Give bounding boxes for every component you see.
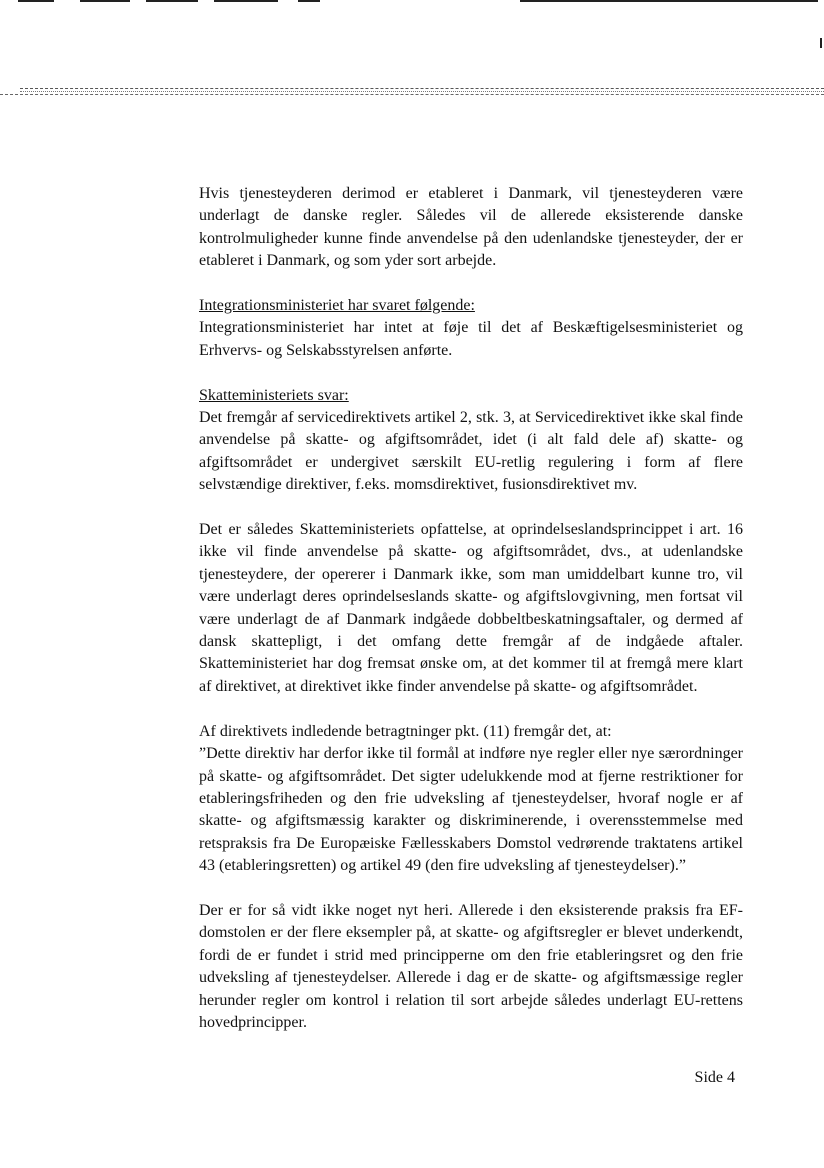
scan-top-edge: [0, 0, 824, 4]
paragraph-intro: Af direktivets indledende betragtninger pkt. (11) fremgår det, at:: [199, 722, 612, 740]
paragraph-ef-domstolen: [199, 900, 743, 1034]
section-heading-skatteministeriet: Skatteministeriets svar:: [199, 386, 349, 404]
scan-edge-mark: [820, 38, 822, 48]
paragraph-skatteministeriet: [199, 385, 743, 497]
quoted-passage: ”Dette direktiv har derfor ikke til formål at indføre nye regler eller nye særordninger på skatte- og afgiftsområdet. Det sigter udelukkende mod at fjerne restriktioner for etableringsfriheden og den frie udveksling af tjenesteydelser, hvoraf nogle er af skatte- og afgiftsmæssig karakter og diskriminerende, i overensstemmelse med retspraksis fra De Europæiske Fællesskabers Domstol vedrørende traktatens artikel 43 (etableringsretten) og artikel 49 (den fire udveksling af tjenesteydelser).”: [199, 745, 743, 875]
paragraph-text: Integrationsministeriet har intet at føje til det af Beskæftigelsesministeriet og Erhvervs- og Selskabsstyrelsen anførte.: [199, 319, 743, 359]
header-rule: [0, 88, 824, 96]
paragraph-tjenesteyder-danmark: [199, 183, 743, 273]
paragraph-oprindelseslandsprincip: [199, 519, 743, 698]
paragraph-text: Der er for så vidt ikke noget nyt heri. Allerede i den eksisterende praksis fra EF-domstolen er der flere eksempler på, at skatte- og afgiftsregler er blevet underkendt, fordi de er fundet i strid med principperne om den frie etableringsret og den frie udveksling af tjenesteydelser. Allerede i dag er de skatte- og afgiftsmæssige regler herunder regler om kontrol i relation til sort arbejde således underlagt EU-rettens hovedprincipper.: [199, 901, 743, 1031]
paragraph-integrationsministeriet: [199, 295, 743, 362]
page-number: Side 4: [694, 1069, 735, 1086]
paragraph-text: Det er således Skatteministeriets opfattelse, at oprindelseslandsprincippet i art. 16 ikke vil finde anvendelse på skatte- og afgiftsområdet, dvs., at udenlandske tjenesteydere, der opererer i Danmark ikke, som man umiddelbart kunne tro, vil være underlagt deres oprindelseslands skatte- og afgiftslovgivning, men fortsat vil være underlagt de af Danmark indgåede dobbeltbeskatningsaftaler, og dermed af dansk skattepligt, i det omfang dette fremgår af de indgåede aftaler. Skatteministeriet har dog fremsat ønske om, at det kommer til at fremgå mere klart af direktivet, at direktivet ikke finder anvendelse på skatte- og afgiftsområdet.: [199, 521, 743, 695]
section-heading-integrationsministeriet: Integrationsministeriet har svaret følgende:: [199, 297, 475, 315]
paragraph-text: Det fremgår af servicedirektivets artikel 2, stk. 3, at Servicedirektivet ikke skal finde anvendelse på skatte- og afgiftsområdet, idet (i alt fald dele af) skatte- og afgiftsområdet er undergivet særskilt EU-retlig regulering i form af flere selvstændige direktiver, f.eks. momsdirektivet, fusionsdirektivet mv.: [199, 409, 743, 494]
paragraph-betragtninger: [199, 721, 743, 878]
paragraph-text: Hvis tjenesteyderen derimod er etableret i Danmark, vil tjenesteyderen være underlagt de danske regler. Således vil de allerede eksisterende danske kontrolmuligheder kunne finde anvendelse på den udenlandske tjenesteyder, der er etableret i Danmark, og som yder sort arbejde.: [199, 185, 743, 270]
document-body: [199, 183, 743, 1057]
